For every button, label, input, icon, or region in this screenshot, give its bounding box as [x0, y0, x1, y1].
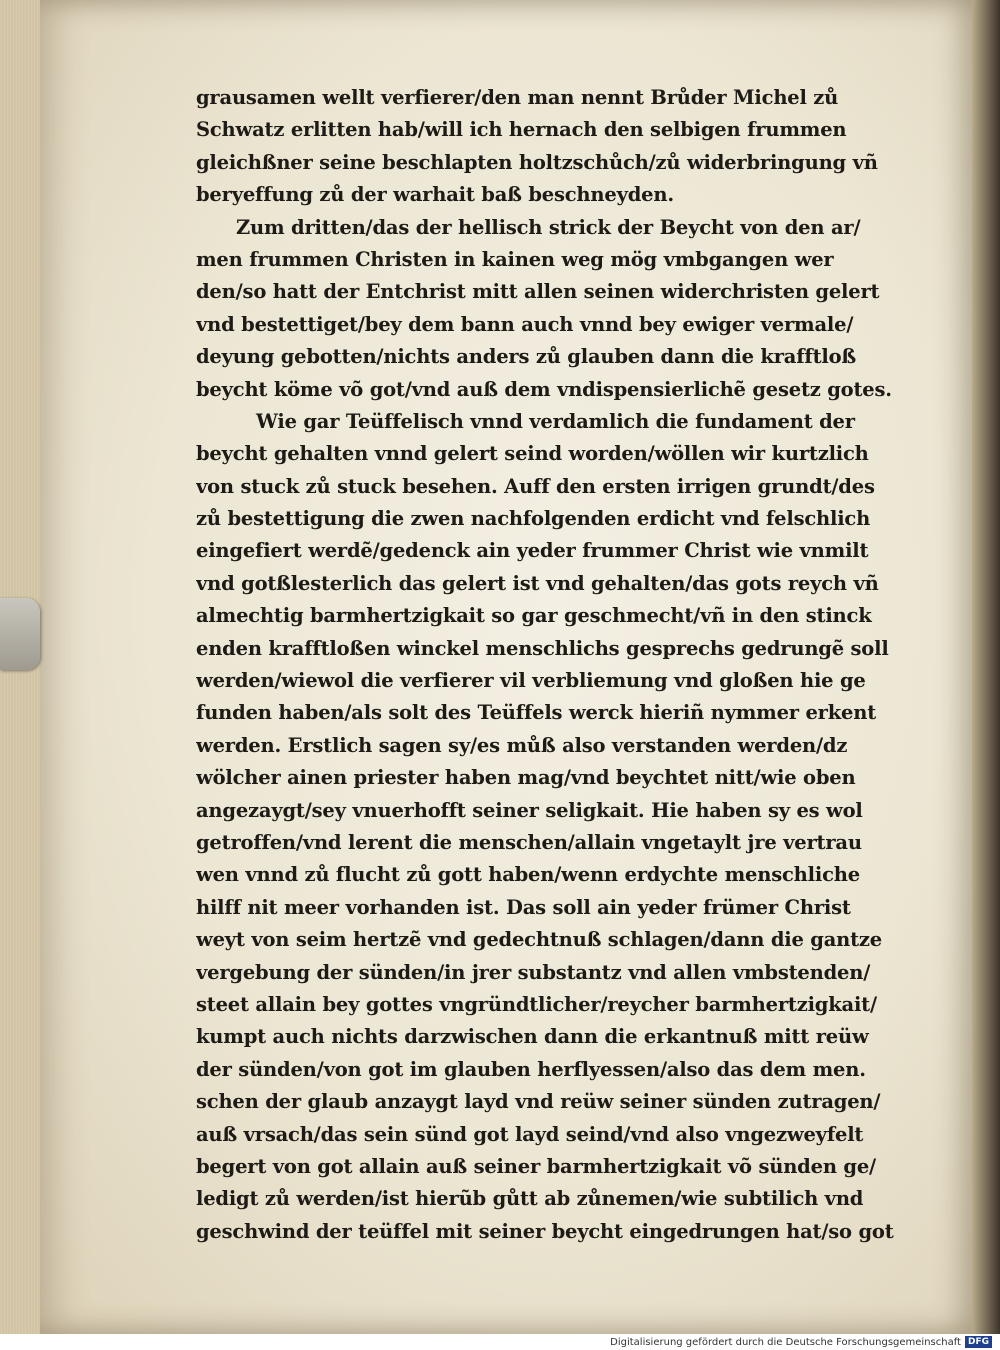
footer-bar [0, 1334, 1000, 1350]
text-line: weyt von seim hertzẽ vnd gedechtnuß schlagen/dann die gantze [196, 928, 883, 952]
text-line: steet allain bey gottes vngründtlicher/reycher barmhertzigkait/ [196, 992, 877, 1016]
text-line: werden/wiewol die verfierer vil verbliemung vnd gloßen hie ge [196, 669, 866, 693]
text-line: angezaygt/sey vnuerhofft seiner seligkait. Hie haben sy es wol [196, 798, 863, 822]
page-clip [0, 598, 40, 670]
text-line: wen vnnd zů flucht zů gott haben/wenn erdychte menschliche [196, 863, 860, 887]
text-block [196, 82, 901, 1248]
text-line: Zum dritten/das der hellisch strick der Beycht von den ar/ [236, 215, 861, 239]
text-line: vnd gotßlesterlich das gelert ist vnd gehalten/das gots reych vñ [196, 571, 879, 595]
text-line: deyung gebotten/nichts anders zů glauben dann die krafftloß [196, 345, 857, 369]
text-line: auß vrsach/das sein sünd got layd seind/vnd also vngezweyfelt [196, 1122, 864, 1146]
text-line: Schwatz erlitten hab/will ich hernach den selbigen frummen [196, 118, 847, 142]
digitization-credit: Digitalisierung gefördert durch die Deutsche Forschungsgemeinschaft [610, 1336, 961, 1348]
text-line: zů bestettigung die zwen nachfolgenden erdicht vnd felschlich [196, 507, 871, 531]
text-line: gleichßner seine beschlapten holtzschůch/zů widerbringung vñ [196, 150, 878, 174]
text-line: men frummen Christen in kainen weg mög vmbgangen wer [196, 247, 834, 271]
text-line: grausamen wellt verfierer/den man nennt Brůder Michel zů [196, 86, 839, 109]
text-line: almechtig barmhertzigkait so gar geschmecht/vñ in den stinck [196, 604, 872, 628]
text-line: werden. Erstlich sagen sy/es můß also verstanden werden/dz [196, 733, 848, 757]
text-line: vnd bestettiget/bey dem bann auch vnnd bey ewiger vermale/ [196, 312, 854, 336]
text-line: von stuck zů stuck besehen. Auff den ersten irrigen grundt/des [196, 474, 875, 498]
text-line: kumpt auch nichts darzwischen dann die erkantnuß mitt reüw [196, 1025, 869, 1049]
text-line: der sünden/von got im glauben herflyessen/also das dem men. [196, 1057, 866, 1081]
text-line: beryeffung zů der warhait baß beschneyden. [196, 183, 674, 207]
text-line: begert von got allain auß seiner barmhertzigkait võ sünden ge/ [196, 1154, 876, 1178]
text-line: eingefiert werdẽ/gedenck ain yeder frummer Christ wie vnmilt [196, 539, 869, 563]
text-line: Wie gar Teüffelisch vnnd verdamlich die fundament der [256, 409, 855, 433]
text-line: beycht gehalten vnnd gelert seind worden/wöllen wir kurtzlich [196, 442, 869, 466]
text-line: hilff nit meer vorhanden ist. Das soll ain yeder frümer Christ [196, 895, 851, 919]
dfg-logo: DFG [965, 1336, 992, 1348]
book-spine [972, 0, 1000, 1334]
text-line: ledigt zů werden/ist hierũb gůtt ab zůnemen/wie subtilich vnd [196, 1187, 864, 1211]
text-line: vergebung der sünden/in jrer substantz vnd allen vmbstenden/ [196, 960, 871, 984]
text-line: geschwind der teüffel mit seiner beycht eingedrungen hat/so got [196, 1219, 894, 1243]
text-line: getroffen/vnd lerent die menschen/allain vngetaylt jre vertrau [196, 830, 862, 854]
text-line: wölcher ainen priester haben mag/vnd beychtet nitt/wie oben [196, 766, 856, 790]
text-line: schen der glaub anzaygt layd vnd reüw seiner sünden zutragen/ [196, 1090, 881, 1114]
text-line: enden krafftloßen winckel menschlichs gesprechs gedrungẽ soll [196, 636, 889, 660]
text-line: den/so hatt der Entchrist mitt allen seinen widerchristen gelert [196, 280, 880, 304]
text-line: funden haben/als solt des Teüffels werck hieriñ nymmer erkent [196, 701, 877, 725]
text-line: beycht köme võ got/vnd auß dem vndispensierlichẽ gesetz gotes. [196, 377, 892, 401]
